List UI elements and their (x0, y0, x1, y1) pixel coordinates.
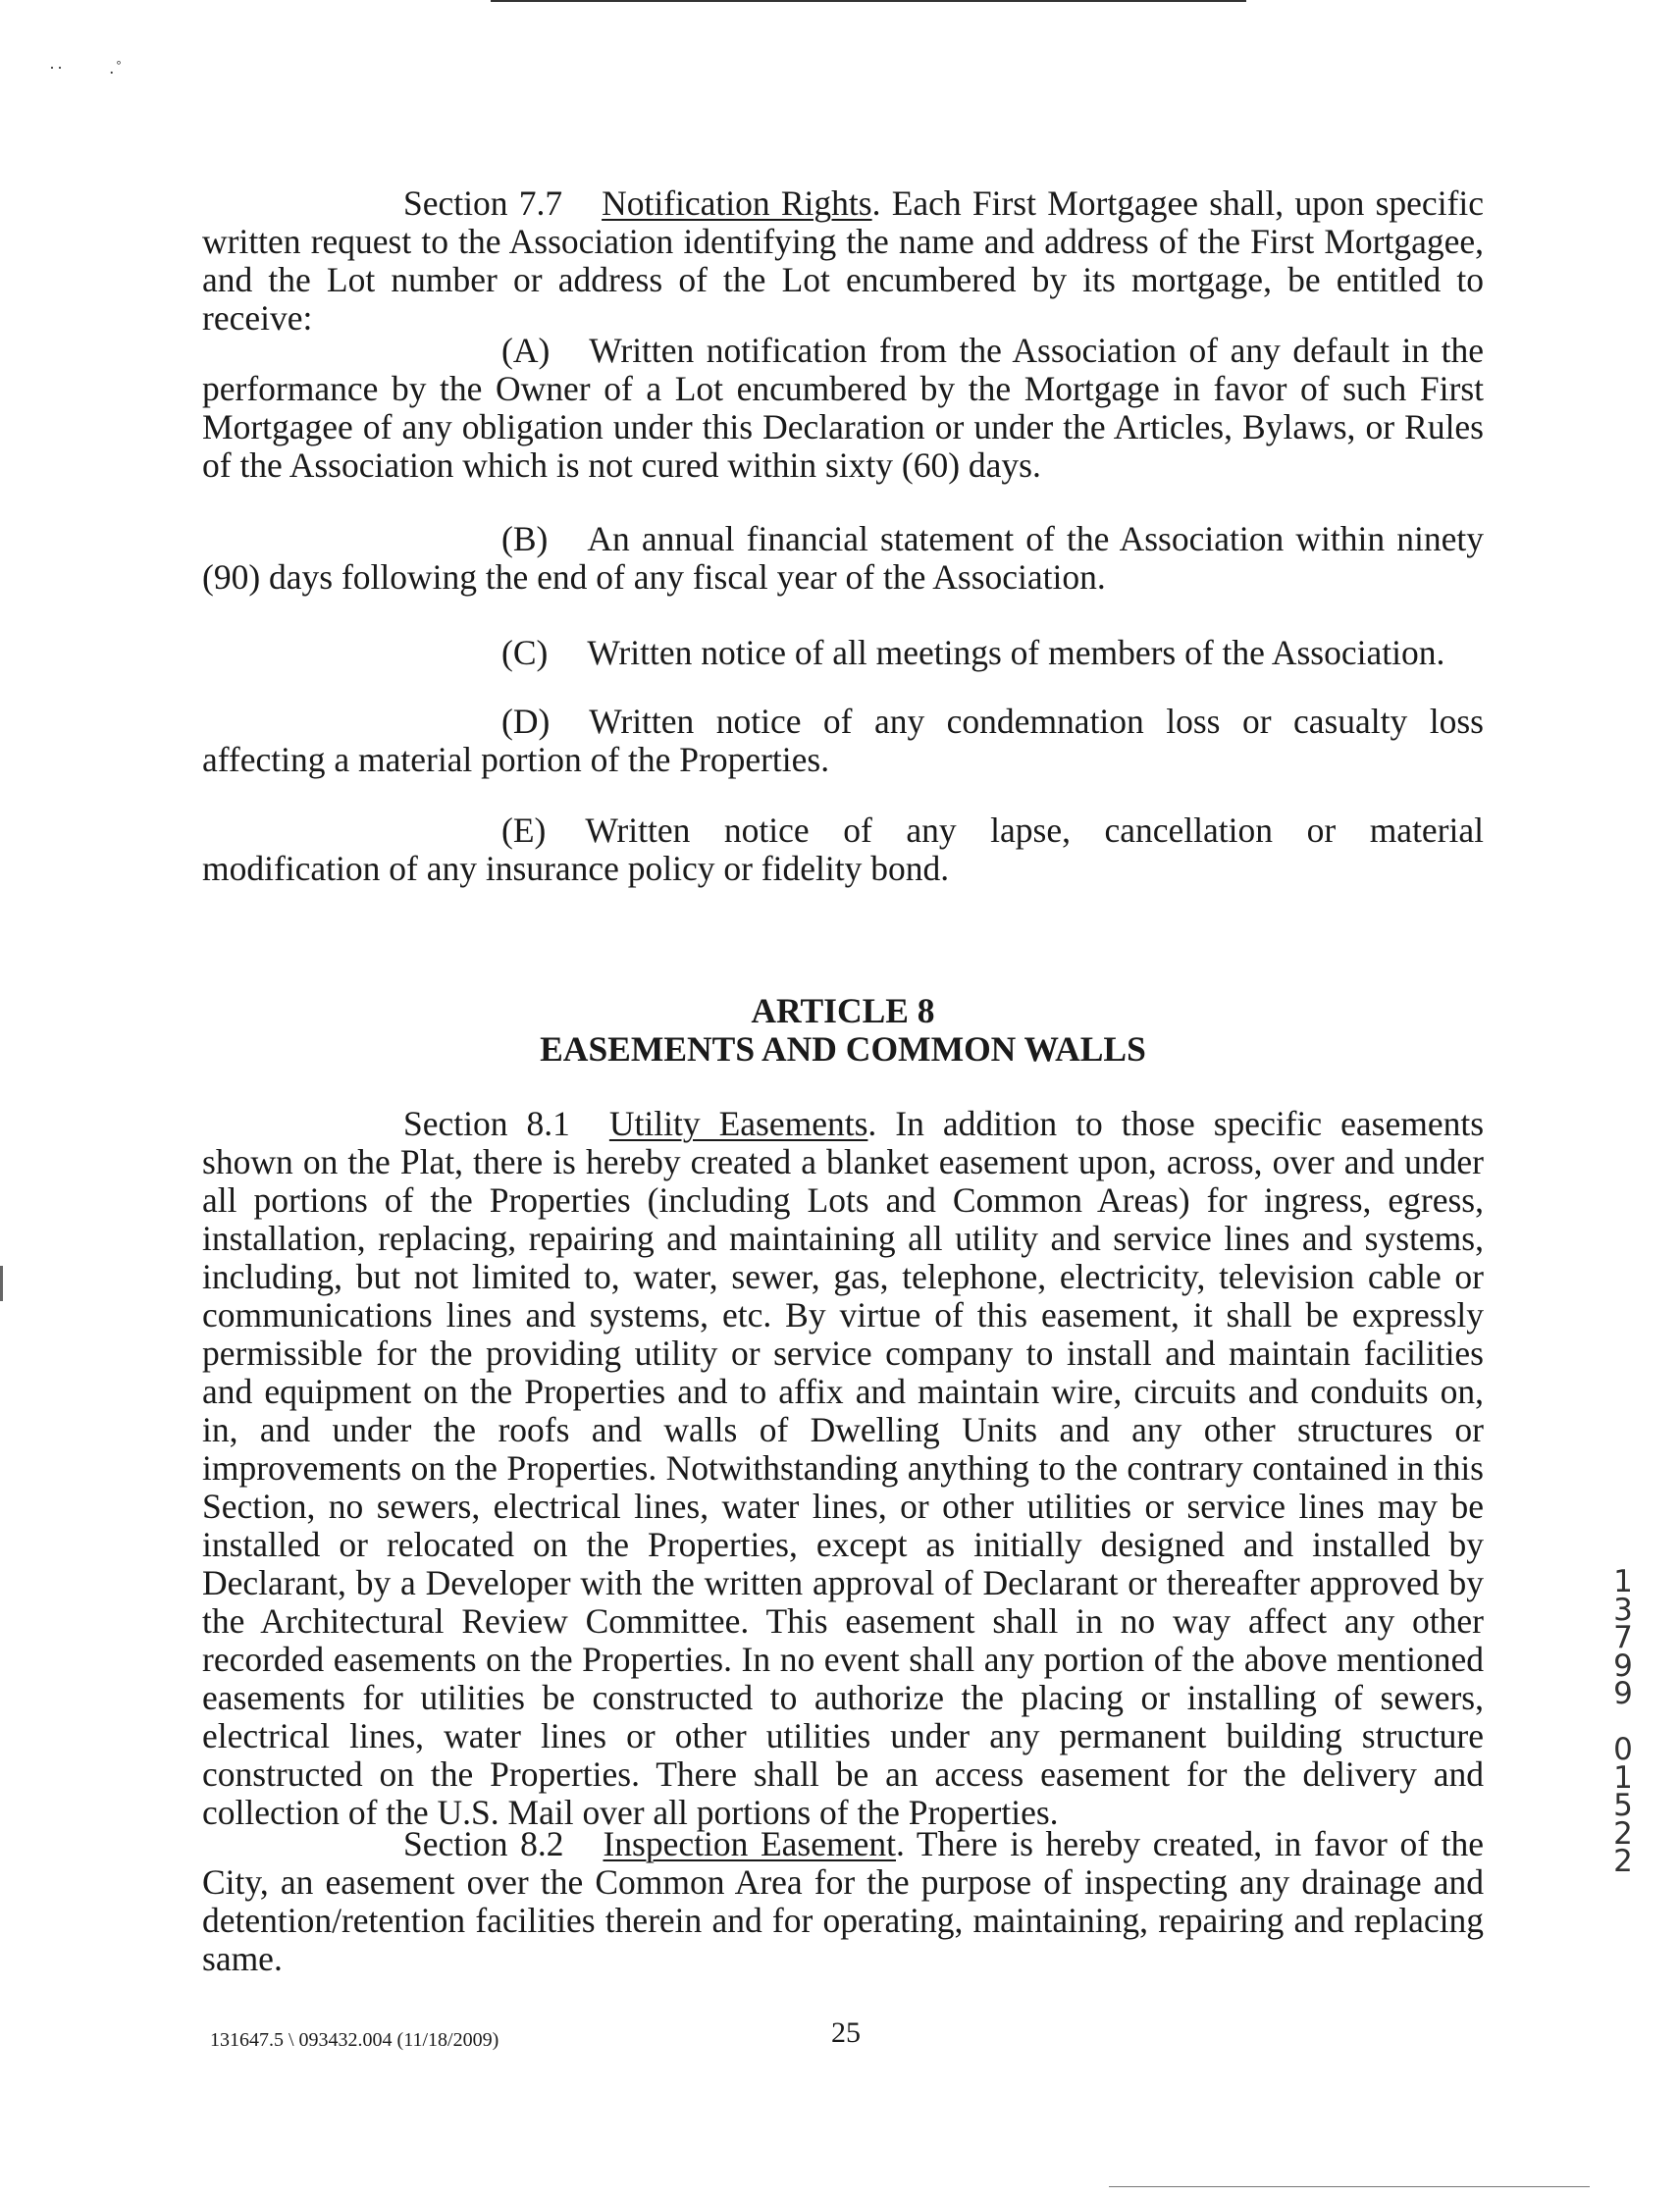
item-e-label: (E) (501, 811, 547, 850)
stamp-digit: 2 (1613, 1815, 1633, 1852)
stamp-digit: 7 (1613, 1620, 1633, 1655)
stamp-digit: 2 (1613, 1844, 1633, 1879)
item-b-text: An annual financial statement of the Association within ninety (90) days following the end of any fiscal year of the Association. (202, 519, 1484, 597)
left-scan-mark (0, 1266, 3, 1301)
article-title: EASEMENTS AND COMMON WALLS (540, 1029, 1146, 1069)
item-a-text: Written notification from the Association of any default in the performance by the Owner of a Lot encumbered by the Mortgage in favor of such First Mortgagee of any obligation under this Declaration or under the Articles, Bylaws, or Rules of the Association which is not cured within sixty (60) days. (202, 331, 1484, 485)
item-b-label: (B) (501, 519, 549, 558)
section-8-2-label: Section 8.2 (403, 1824, 564, 1863)
article-number: ARTICLE 8 (751, 991, 935, 1030)
section-7-7-text: . Each First Mortgagee shall, upon specific written request to the Association identifying the name and address of the First Mortgagee, and the Lot number or address of the Lot encumbered by its mortgage, be entitled to receive: (202, 183, 1484, 338)
scan-specks: ·· .˚ (49, 58, 124, 78)
margin-stamp-number (1605, 1564, 1641, 1879)
item-d-label: (D) (501, 702, 551, 741)
item-b (202, 520, 1484, 597)
section-8-1-title: Utility Easements (608, 1104, 868, 1143)
page-number: 25 (831, 2016, 861, 2049)
section-8-2-text: . There is hereby created, in favor of the City, an easement over the Common Area for the purpose of inspecting any drainage and detention/retention facilities therein and for operating, maintaining, repairing and replacing same. (202, 1824, 1485, 1978)
item-e-text: Written notice of any lapse, cancellation or material modification of any insurance policy or fidelity bond. (202, 811, 1484, 888)
stamp-digit: 3 (1613, 1592, 1633, 1628)
section-8-1 (202, 1105, 1484, 1832)
section-8-2 (202, 1825, 1484, 1978)
item-a-label: (A) (501, 331, 551, 370)
item-a (202, 332, 1484, 485)
item-d-text: Written notice of any condemnation loss or casualty loss affecting a material portion of the Properties. (202, 702, 1484, 779)
section-7-7-label: Section 7.7 (403, 183, 563, 223)
section-8-2-title: Inspection Easement (603, 1824, 896, 1863)
stamp-digit: 5 (1613, 1788, 1633, 1823)
section-8-1-text: . In addition to those specific easements shown on the Plat, there is hereby created a blanket easement upon, across, over and under all portions of the Properties (including Lots and Common Areas) for ingress, egress, installation, replacing, repairing and maintaining all utility and service lines and systems, including, but not limited to, water, sewer, gas, telephone, electricity, television cable or communications lines and systems, etc. By virtue of this easement, it shall be expressly permissible for the providing utility or service company to install and maintain facilities and equipment on the Properties and to affix and maintain wire, circuits and conduits on, in, and under the roofs and walls of Dwelling Units and any other structures or improvements on the Properties. Notwithstanding anything to the contrary contained in this Section, no sewers, electrical lines, water lines, or other utilities or service lines may be installed or relocated on the Properties, except as initially designed and installed by Declarant, by a Developer with the written approval of Declarant or thereafter approved by the Architectural Review Committee. This easement shall in no way affect any other recorded easements on the Properties. In no event shall any portion of the above mentioned easements for utilities be constructed to authorize the placing or installing of sewers, electrical lines, water lines or other utilities under any permanent building structure constructed on the Properties. There shall be an access easement for the delivery and collection of the U.S. Mail over all portions of the Properties. (202, 1104, 1485, 1832)
section-7-7-title: Notification Rights (602, 183, 872, 223)
item-e (202, 811, 1484, 888)
stamp-digit: 9 (1613, 1648, 1633, 1684)
item-c-text: Written notice of all meetings of members of the Association. (587, 633, 1445, 672)
item-c (202, 634, 1484, 672)
stamp-digit: 0 (1613, 1732, 1633, 1767)
stamp-digit: 9 (1613, 1676, 1633, 1711)
section-8-1-label: Section 8.1 (403, 1104, 570, 1143)
item-d (202, 703, 1484, 779)
section-7-7 (202, 184, 1484, 338)
stamp-digit: 1 (1613, 1759, 1633, 1796)
footer-doc-id: 131647.5 \ 093432.004 (11/18/2009) (210, 2029, 499, 2051)
stamp-digit: 1 (1613, 1564, 1633, 1599)
item-c-label: (C) (501, 633, 549, 672)
top-scan-rule (491, 0, 1246, 2)
bottom-scan-rule (1109, 2186, 1590, 2187)
